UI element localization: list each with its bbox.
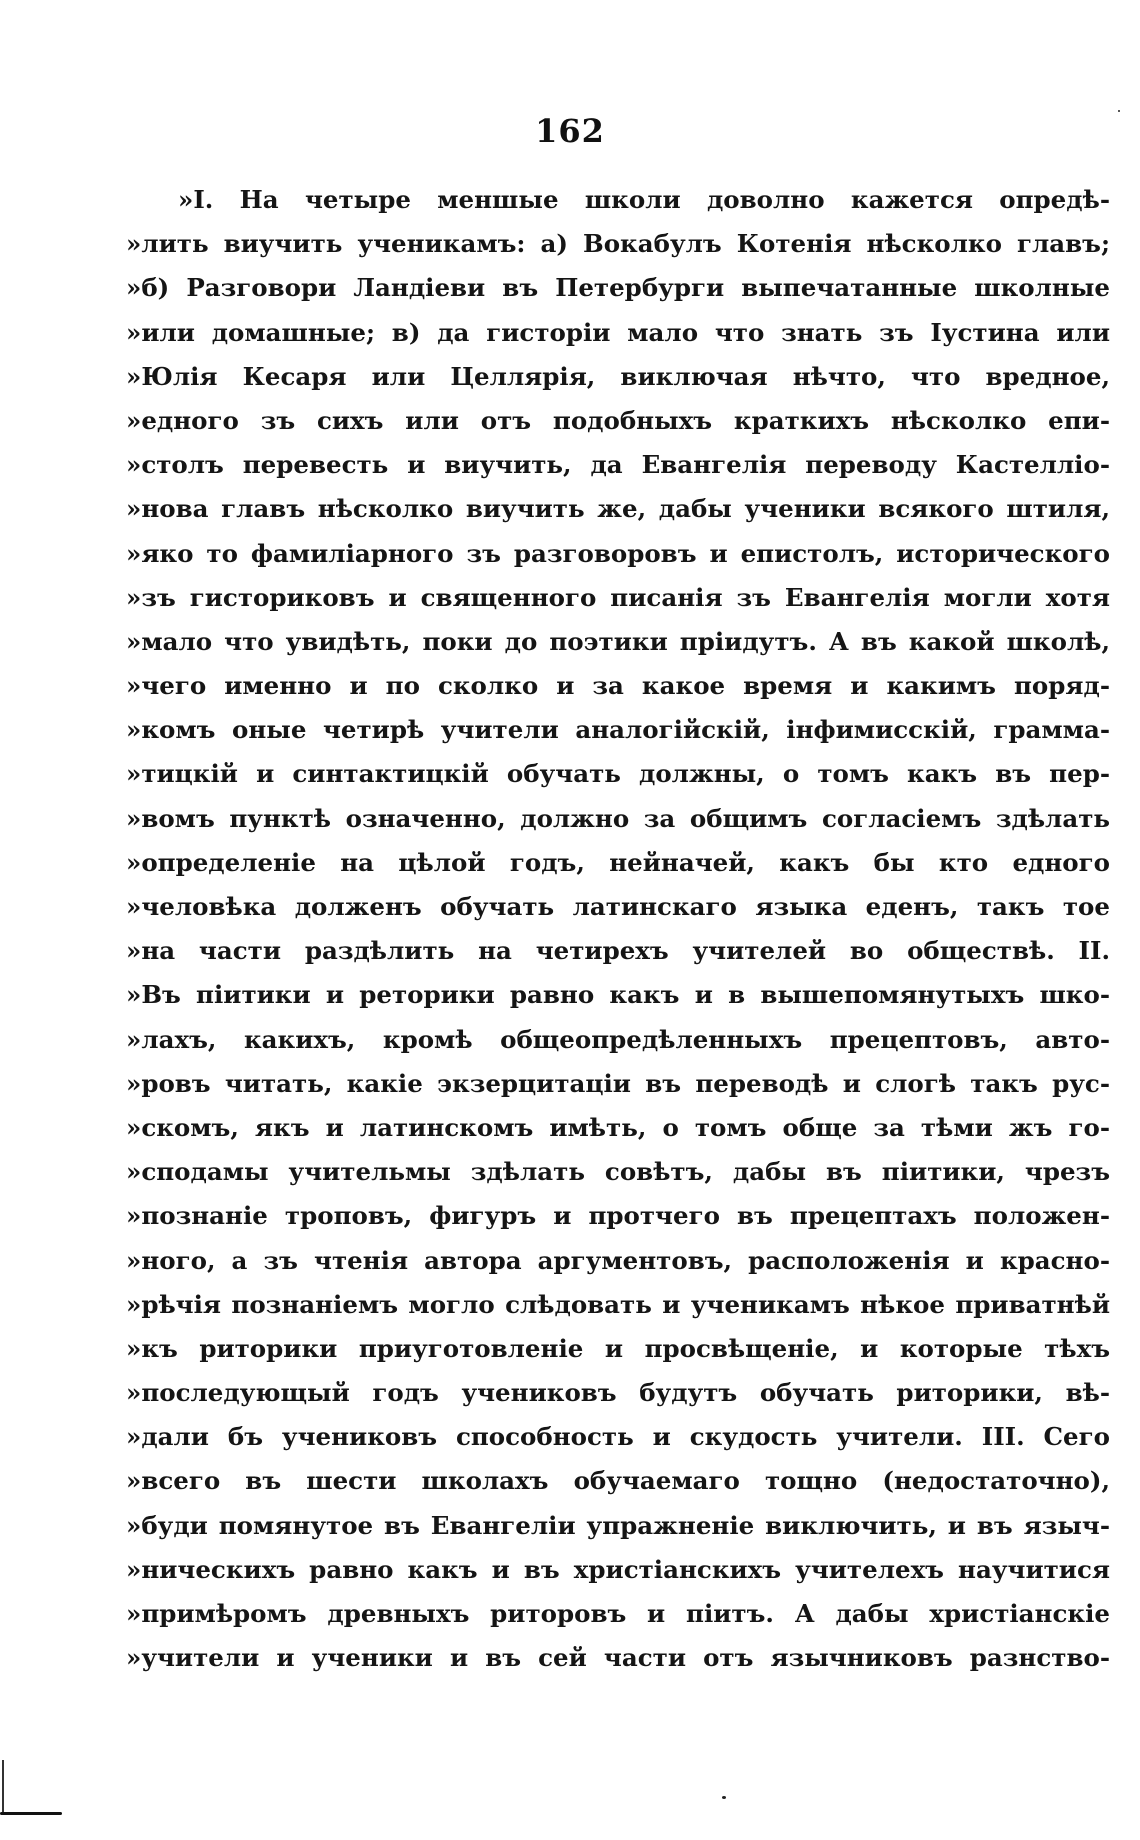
scan-edge-mark	[0, 1812, 62, 1815]
text-line: »всего въ шести школахъ обучаемаго тощно (недостаточно),	[126, 1466, 1110, 1496]
text-line: »ровъ читать, какіе экзерцитаціи въ переводѣ и слогѣ такъ рус-	[126, 1068, 1110, 1098]
text-line: »ническихъ равно какъ и въ христіанскихъ учителехъ научитися	[126, 1554, 1110, 1584]
text-line: »едного зъ сихъ или отъ подобныхъ краткихъ нѣсколко епи-	[126, 405, 1110, 435]
text-line: »познаніе троповъ, фигуръ и протчего въ прецептахъ положен-	[126, 1201, 1110, 1231]
text-line: »сподамы учительмы здѣлать совѣтъ, дабы въ піитики, чрезъ	[126, 1157, 1110, 1187]
text-line: »на части раздѣлить на четирехъ учителей во обществѣ. II.	[126, 936, 1110, 966]
text-line: »I. На четыре меншые школи доволно кажется опредѣ-	[178, 185, 1110, 214]
text-line: »буди помянутое въ Евангеліи упражненіе виключить, и въ языч-	[126, 1510, 1110, 1540]
text-line: »определеніе на цѣлой годъ, нейначей, какъ бы кто едного	[126, 847, 1110, 877]
text-line: »примѣромъ древныхъ риторовъ и піитъ. А дабы христіанскіе	[126, 1599, 1110, 1628]
text-line: »зъ гисториковъ и священного писанія зъ Евангелія могли хотя	[126, 582, 1110, 612]
text-line: »скомъ, якъ и латинскомъ имѣть, о томъ обще за тѣми жъ го-	[126, 1112, 1110, 1142]
text-line: »тицкій и синтактицкій обучать должны, о томъ какъ въ пер-	[126, 759, 1110, 789]
page-number: 162	[535, 112, 605, 150]
scan-speck	[1118, 110, 1120, 112]
text-line: »мало что увидѣть, поки до поэтики пріидутъ. А въ какой школѣ,	[126, 626, 1110, 656]
text-line: »столъ перевесть и виучить, да Евангелія переводу Кастелліо-	[126, 450, 1110, 480]
text-line: »учители и ученики и въ сей части отъ язычниковъ разнство-	[126, 1643, 1110, 1673]
text-line: »Въ піитики и реторики равно какъ и в вышепомянутыхъ шко-	[126, 980, 1110, 1010]
text-line: »лить виучить ученикамъ: а) Вокабулъ Котенія нѣсколко главъ;	[126, 229, 1110, 259]
text-line: »къ риторики приуготовленіе и просвѣщеніе, и которые тѣхъ	[126, 1333, 1110, 1363]
body-text	[126, 178, 1110, 1680]
text-line: »чего именно и по сколко и за какое время и какимъ поряд-	[126, 671, 1110, 701]
text-line: »Юлія Кесаря или Целлярія, виключая нѣчто, что вредное,	[126, 361, 1110, 391]
text-line: »яко то фамиліарного зъ разговоровъ и епистолъ, исторического	[126, 538, 1110, 568]
text-line: »вомъ пунктѣ означенно, должно за общимъ согласіемъ здѣлать	[126, 803, 1110, 833]
text-line: »или домашные; в) да гисторіи мало что знать зъ Іустина или	[126, 317, 1110, 347]
scan-speck	[722, 1796, 726, 1799]
text-line: »человѣка долженъ обучать латинскаго языка еденъ, такъ тое	[126, 892, 1110, 921]
text-line: »комъ оные четирѣ учители аналогійскій, інфимисскій, грамма-	[126, 715, 1110, 745]
text-line: »лахъ, какихъ, кромѣ общеопредѣленныхъ прецептовъ, авто-	[126, 1024, 1110, 1054]
scan-edge-mark	[2, 1760, 4, 1812]
text-line: »ного, а зъ чтенія автора аргументовъ, расположенія и красно-	[126, 1245, 1110, 1275]
text-line: »б) Разговори Ландіеви въ Петербурги выпечатанные школные	[126, 273, 1110, 303]
text-line: »последующый годъ учениковъ будутъ обучать риторики, вѣ-	[126, 1378, 1110, 1408]
text-line: »нова главъ нѣсколко виучить же, дабы ученики всякого штиля,	[126, 494, 1110, 524]
text-line: »рѣчія познаніемъ могло слѣдовать и ученикамъ нѣкое приватнѣй	[126, 1289, 1110, 1319]
text-line: »дали бъ учениковъ способность и скудость учители. III. Сего	[126, 1422, 1110, 1452]
